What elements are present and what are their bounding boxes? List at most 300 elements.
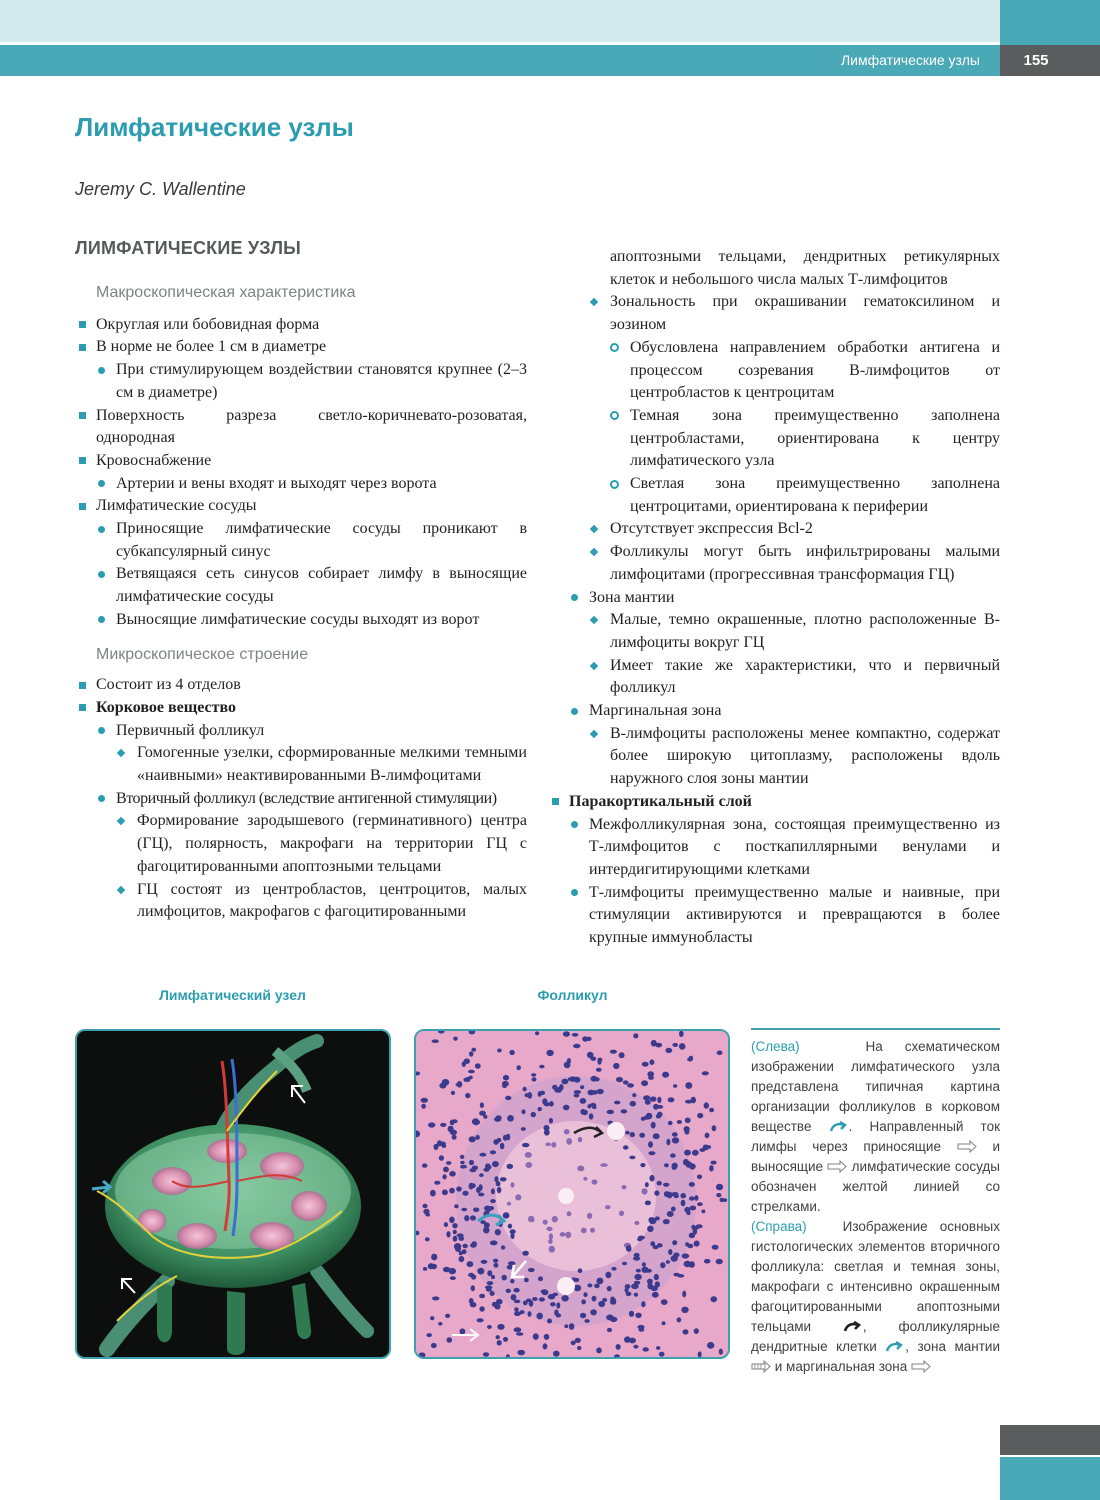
cell-nucleus	[506, 1289, 511, 1293]
cell-nucleus	[549, 1246, 555, 1253]
diamond-bullet-icon	[589, 291, 599, 313]
caption-tag-left: (Слева)	[751, 1039, 800, 1054]
cell-nucleus	[577, 1346, 581, 1350]
cell-nucleus	[449, 1171, 456, 1177]
cell-nucleus	[539, 1065, 544, 1069]
cell-nucleus	[453, 1236, 458, 1242]
cell-nucleus	[469, 1298, 474, 1304]
list-item: При стимулирующем воздействии становятся крупнее (2–3 см в диаметре)	[75, 359, 527, 404]
cell-nucleus	[449, 1217, 455, 1224]
cell-nucleus	[578, 1268, 583, 1273]
cell-nucleus	[536, 1313, 543, 1320]
cell-nucleus	[428, 1263, 434, 1269]
cell-nucleus	[666, 1139, 670, 1146]
cell-nucleus	[430, 1190, 436, 1197]
cell-nucleus	[719, 1349, 723, 1355]
cell-nucleus	[638, 1236, 645, 1240]
cell-nucleus	[689, 1196, 695, 1200]
cell-nucleus	[692, 1226, 699, 1230]
cell-nucleus	[460, 1165, 467, 1169]
diamond-bullet-icon	[589, 723, 599, 745]
cell-nucleus	[591, 1076, 598, 1082]
cell-nucleus	[479, 1111, 486, 1116]
cell-nucleus	[493, 1263, 498, 1268]
cell-nucleus	[638, 1325, 645, 1329]
cell-nucleus	[437, 1140, 442, 1146]
lymph-node-drawing	[77, 1031, 389, 1357]
cell-nucleus	[574, 1090, 581, 1094]
cell-nucleus	[479, 1294, 485, 1299]
cell-nucleus	[566, 1138, 572, 1145]
cell-nucleus	[442, 1174, 446, 1179]
cell-nucleus	[549, 1118, 553, 1124]
cell-nucleus	[462, 1191, 468, 1196]
cell-nucleus	[583, 1292, 587, 1297]
cell-nucleus	[716, 1184, 723, 1191]
cell-nucleus	[459, 1256, 465, 1262]
cell-nucleus	[655, 1216, 660, 1220]
cell-nucleus	[623, 1080, 629, 1084]
diamond-bullet-icon	[589, 655, 599, 677]
cell-nucleus	[610, 1050, 617, 1054]
cell-nucleus	[464, 1058, 470, 1064]
cell-nucleus	[577, 1166, 584, 1172]
cell-nucleus	[578, 1137, 583, 1142]
author: Jeremy C. Wallentine	[75, 179, 246, 199]
cell-nucleus	[707, 1342, 714, 1349]
cell-nucleus	[641, 1080, 648, 1086]
cell-nucleus	[705, 1133, 710, 1139]
cell-nucleus	[634, 1293, 638, 1297]
cell-nucleus	[510, 1279, 514, 1283]
cell-nucleus	[634, 1253, 640, 1258]
list-item: Вторичный фолликул (вследствие антигенной стимуляции)	[75, 788, 527, 811]
cell-nucleus	[597, 1058, 602, 1063]
lymph-node-illustration	[75, 1029, 391, 1359]
cell-nucleus	[591, 1179, 597, 1184]
cell-nucleus	[487, 1270, 492, 1276]
cell-nucleus	[543, 1220, 548, 1225]
cell-nucleus	[581, 1228, 587, 1234]
cell-nucleus	[716, 1259, 723, 1265]
cell-nucleus	[616, 1077, 623, 1082]
cell-nucleus	[490, 1240, 498, 1245]
cell-nucleus	[503, 1135, 508, 1141]
cell-nucleus	[495, 1115, 501, 1121]
cell-nucleus	[496, 1181, 501, 1186]
list-item: Первичный фолликул	[75, 720, 527, 743]
cell-nucleus	[439, 1155, 444, 1161]
cell-nucleus	[583, 1177, 587, 1181]
cell-nucleus	[541, 1289, 548, 1293]
list-item: Светлая зона преимущественно заполнена центроцитами, ориентирована к периферии	[548, 473, 1000, 518]
cell-nucleus	[538, 1276, 543, 1281]
cell-nucleus	[685, 1082, 692, 1089]
cell-nucleus	[517, 1350, 525, 1356]
open-arrow-icon	[911, 1360, 931, 1373]
cell-nucleus	[450, 1120, 455, 1126]
cell-nucleus	[671, 1255, 678, 1261]
cell-nucleus	[475, 1135, 479, 1140]
header-corner-block	[1000, 0, 1100, 45]
cell-nucleus	[575, 1338, 581, 1343]
cell-nucleus	[469, 1136, 476, 1142]
cell-nucleus	[445, 1314, 450, 1318]
cell-nucleus	[544, 1334, 550, 1340]
cell-nucleus	[490, 1150, 496, 1154]
cell-nucleus	[569, 1323, 575, 1330]
cell-nucleus	[651, 1040, 657, 1047]
cell-nucleus	[487, 1325, 492, 1329]
cell-nucleus	[491, 1188, 495, 1194]
cell-nucleus	[645, 1269, 652, 1273]
cell-nucleus	[487, 1281, 494, 1285]
cell-nucleus	[432, 1039, 439, 1043]
cell-nucleus	[622, 1262, 627, 1266]
cell-nucleus	[521, 1109, 525, 1114]
cell-nucleus	[613, 1063, 619, 1069]
cell-nucleus	[663, 1183, 669, 1187]
list-item: ГЦ состоят из центробластов, центроцитов, малых лимфоцитов, макрофагов с фагоцитированными	[75, 879, 527, 924]
diamond-bullet-icon	[116, 742, 126, 764]
cell-nucleus	[702, 1071, 709, 1075]
cell-nucleus	[463, 1078, 468, 1082]
square-bullet-icon	[550, 791, 560, 813]
cell-nucleus	[607, 1328, 612, 1332]
cell-nucleus	[672, 1165, 677, 1170]
cell-nucleus	[639, 1133, 645, 1138]
cell-nucleus	[561, 1295, 568, 1301]
cell-nucleus	[709, 1108, 714, 1113]
cell-nucleus	[449, 1188, 455, 1194]
cell-nucleus	[625, 1284, 631, 1289]
cell-nucleus	[629, 1156, 635, 1160]
cell-nucleus	[633, 1033, 638, 1038]
cell-nucleus	[574, 1077, 581, 1083]
cell-nucleus	[723, 1198, 728, 1202]
cell-nucleus	[460, 1328, 466, 1334]
cell-nucleus	[673, 1084, 677, 1088]
cell-nucleus	[440, 1123, 446, 1127]
cell-nucleus	[478, 1193, 484, 1197]
cell-nucleus	[564, 1129, 570, 1134]
list-item: Гомогенные узелки, сформированные мелкими темными «наивными» неактивированными В-лимфоцитами	[75, 742, 527, 787]
right-column	[548, 246, 1000, 950]
cell-nucleus	[624, 1336, 631, 1342]
cell-nucleus	[647, 1279, 653, 1285]
ring-bullet-icon	[609, 337, 619, 359]
ring-bullet-icon	[609, 405, 619, 427]
cell-nucleus	[421, 1098, 428, 1103]
cell-nucleus	[651, 1122, 656, 1129]
list-item: Паракортикальный слой	[548, 791, 1000, 814]
cell-nucleus	[592, 1296, 597, 1302]
square-bullet-icon	[77, 674, 87, 696]
cell-nucleus	[521, 1127, 526, 1131]
cell-nucleus	[645, 1182, 649, 1187]
ring-bullet-icon	[609, 473, 619, 495]
cell-nucleus	[625, 1131, 630, 1135]
cell-nucleus	[656, 1346, 660, 1350]
cell-nucleus	[662, 1321, 666, 1325]
curved-black-arrow-icon	[843, 1320, 863, 1333]
cell-nucleus	[588, 1090, 595, 1096]
cell-nucleus	[471, 1241, 477, 1246]
cell-nucleus	[465, 1093, 470, 1098]
cell-nucleus	[516, 1332, 523, 1336]
cell-nucleus	[421, 1104, 426, 1109]
cell-nucleus	[622, 1185, 627, 1189]
cell-nucleus	[567, 1211, 572, 1216]
cell-nucleus	[614, 1101, 620, 1105]
list-item: В норме не более 1 см в диаметре	[75, 336, 527, 359]
cell-nucleus	[514, 1327, 522, 1332]
header-top-band	[0, 0, 1000, 42]
cell-nucleus	[454, 1204, 459, 1208]
cell-nucleus	[643, 1095, 650, 1100]
cell-nucleus	[550, 1302, 556, 1306]
diamond-bullet-icon	[589, 518, 599, 540]
cell-nucleus	[561, 1079, 568, 1085]
continued-text: апоптозными тельцами, дендритных ретикулярных клеток и небольшого числа малых Т-лимфоцитов	[610, 248, 1000, 288]
cell-nucleus	[574, 1094, 580, 1098]
list-item: Малые, темно окрашенные, плотно расположенные В-лимфоциты вокруг ГЦ	[548, 609, 1000, 654]
cell-nucleus	[650, 1096, 657, 1101]
cell-nucleus	[563, 1105, 570, 1111]
cell-nucleus	[694, 1328, 699, 1334]
cell-nucleus	[687, 1244, 693, 1249]
diamond-bullet-icon	[589, 609, 599, 631]
cell-nucleus	[677, 1120, 682, 1124]
cell-nucleus	[672, 1240, 677, 1245]
cell-nucleus	[621, 1109, 628, 1113]
cell-nucleus	[428, 1122, 435, 1127]
list-item: Лимфатические сосуды	[75, 495, 527, 518]
cell-nucleus	[511, 1182, 515, 1188]
cell-nucleus	[535, 1031, 539, 1035]
cell-nucleus	[607, 1286, 612, 1291]
hatched-arrow-icon	[751, 1360, 771, 1373]
cell-nucleus	[711, 1296, 718, 1302]
cell-nucleus	[664, 1163, 669, 1167]
cell-nucleus	[610, 1297, 615, 1302]
cell-nucleus	[641, 1301, 645, 1307]
figure-caption: (Слева) На схематическом изображении лимфатического узла представлена типичная картина организации фолликулов в корковом веществе . Направленный ток лимфы через приносящие и выносящие лимфатические сосуды обозначен желтой линией со стрелками. (Справа) Изображение основных гистологических элементов вторичного фолликула: светлая и темная зоны, макрофаги с интенсивно окрашенным фагоцитированными апоптозными тельцами , фолликулярные дендритные клетки , зона мантии и маргинальная зона	[751, 1028, 1000, 1377]
cell-nucleus	[540, 1091, 546, 1095]
cell-nucleus	[525, 1152, 532, 1158]
cell-nucleus	[552, 1216, 558, 1222]
cell-nucleus	[642, 1262, 646, 1266]
cell-nucleus	[528, 1092, 533, 1099]
list-item: Формирование зародышевого (герминативного) центра (ГЦ), полярность, макрофаги на территории ГЦ с фагоцитированными апоптозными тельцами	[75, 810, 527, 878]
cell-nucleus	[500, 1177, 507, 1181]
cell-nucleus	[533, 1333, 539, 1340]
dot-bullet-icon	[96, 359, 106, 381]
cell-nucleus	[469, 1160, 474, 1165]
cell-nucleus	[711, 1161, 717, 1165]
cell-nucleus	[447, 1337, 453, 1343]
cell-nucleus	[623, 1145, 629, 1149]
cell-nucleus	[497, 1324, 504, 1330]
cell-nucleus	[648, 1217, 654, 1223]
cell-nucleus	[643, 1347, 649, 1351]
cell-nucleus	[471, 1285, 475, 1291]
list-item: Приносящие лимфатические сосуды проникают в субкапсулярный синус	[75, 518, 527, 563]
cell-nucleus	[507, 1164, 514, 1169]
cell-nucleus	[681, 1307, 688, 1313]
cell-nucleus	[657, 1181, 662, 1186]
cell-nucleus	[616, 1344, 621, 1350]
cell-nucleus	[546, 1227, 552, 1232]
cell-nucleus	[697, 1113, 703, 1118]
figure-label-follicle: Фолликул	[537, 987, 608, 1003]
cell-nucleus	[590, 1228, 595, 1233]
cell-nucleus	[554, 1309, 558, 1315]
cell-nucleus	[582, 1036, 588, 1041]
cell-nucleus	[446, 1161, 451, 1165]
cell-nucleus	[656, 1114, 661, 1118]
cell-nucleus	[709, 1165, 714, 1171]
cell-nucleus	[524, 1278, 529, 1283]
cell-nucleus	[663, 1219, 670, 1224]
cell-nucleus	[667, 1211, 674, 1217]
cell-nucleus	[523, 1087, 527, 1092]
cell-nucleus	[627, 1083, 634, 1087]
cell-nucleus	[508, 1224, 512, 1229]
cell-nucleus	[657, 1097, 661, 1103]
cell-nucleus	[580, 1109, 585, 1115]
cell-nucleus	[510, 1233, 514, 1239]
curved-arrow-icon	[885, 1340, 905, 1353]
cell-nucleus	[683, 1159, 689, 1165]
cell-nucleus	[439, 1083, 446, 1089]
cell-nucleus	[671, 1207, 676, 1212]
cell-nucleus	[479, 1306, 484, 1311]
cell-nucleus	[442, 1189, 448, 1195]
cell-nucleus	[548, 1239, 553, 1244]
micro-heading: Микроскопическое строение	[96, 645, 309, 663]
dot-bullet-icon	[96, 473, 106, 495]
cell-nucleus	[549, 1233, 553, 1240]
cell-nucleus	[497, 1340, 502, 1345]
cell-nucleus	[543, 1343, 548, 1349]
cell-nucleus	[486, 1288, 492, 1292]
cell-nucleus	[684, 1129, 689, 1135]
cell-nucleus	[560, 1232, 566, 1237]
list-item: Межфолликулярная зона, состоящая преимущественно из Т-лимфоцитов с посткапиллярными венулами и интердигитирующими клетками	[548, 814, 1000, 882]
list-item: Т-лимфоциты преимущественно малые и наивные, при стимуляции активируются и превращаются в более крупные иммунобласты	[548, 882, 1000, 950]
cell-nucleus	[493, 1139, 499, 1145]
cell-nucleus	[572, 1033, 579, 1037]
cell-nucleus	[461, 1208, 467, 1212]
cell-nucleus	[649, 1175, 654, 1182]
list-item: Выносящие лимфатические сосуды выходят из ворот	[75, 609, 527, 632]
list-item: Состоит из 4 отделов	[75, 674, 527, 697]
cell-nucleus	[470, 1215, 476, 1220]
cell-nucleus	[422, 1163, 427, 1167]
dot-bullet-icon	[96, 563, 106, 585]
cell-nucleus	[522, 1143, 529, 1147]
dot-bullet-icon	[96, 720, 106, 742]
cell-nucleus	[505, 1096, 511, 1100]
cell-nucleus	[444, 1222, 448, 1227]
cell-nucleus	[451, 1091, 455, 1095]
cell-nucleus	[682, 1253, 690, 1258]
cell-nucleus	[589, 1113, 594, 1119]
cell-nucleus	[564, 1324, 568, 1328]
list-item: Темная зона преимущественно заполнена центробластами, ориентирована к центру лимфатического узла	[548, 405, 1000, 473]
cell-nucleus	[648, 1141, 653, 1147]
square-bullet-icon	[77, 450, 87, 472]
follicle-histology-image	[414, 1029, 730, 1359]
cell-nucleus	[680, 1193, 686, 1198]
dot-bullet-icon	[569, 587, 579, 609]
diamond-bullet-icon	[116, 810, 126, 832]
cell-nucleus	[431, 1254, 437, 1261]
cell-nucleus	[513, 1288, 519, 1293]
dot-bullet-icon	[569, 814, 579, 836]
cell-nucleus	[553, 1351, 560, 1357]
cell-nucleus	[464, 1215, 469, 1221]
cell-nucleus	[634, 1221, 639, 1225]
cell-nucleus	[453, 1230, 457, 1235]
cell-nucleus	[530, 1218, 534, 1222]
caption-tag-right: (Справа)	[751, 1219, 807, 1234]
cell-nucleus	[630, 1132, 635, 1137]
curved-arrow-icon	[829, 1120, 849, 1133]
list-item: Корковое вещество	[75, 697, 527, 720]
cell-nucleus	[682, 1291, 686, 1298]
cell-nucleus	[508, 1261, 516, 1265]
cell-nucleus	[425, 1237, 430, 1241]
cell-nucleus	[491, 1275, 495, 1279]
cell-nucleus	[636, 1269, 641, 1273]
cell-nucleus	[626, 1245, 632, 1252]
cell-nucleus	[590, 1309, 597, 1315]
cell-nucleus	[502, 1275, 507, 1281]
cell-nucleus	[546, 1050, 553, 1056]
cell-nucleus	[684, 1150, 691, 1156]
cell-nucleus	[602, 1298, 607, 1302]
square-bullet-icon	[77, 314, 87, 336]
cell-nucleus	[495, 1229, 501, 1235]
cell-nucleus	[567, 1058, 571, 1064]
cell-nucleus	[647, 1071, 654, 1077]
list-item: Зональность при окрашивании гематоксилином и эозином	[548, 291, 1000, 336]
cell-nucleus	[597, 1089, 604, 1094]
cell-nucleus	[619, 1052, 625, 1058]
cell-nucleus	[556, 1302, 560, 1308]
cell-nucleus	[580, 1098, 587, 1104]
dot-bullet-icon	[569, 882, 579, 904]
cell-nucleus	[500, 1143, 505, 1150]
cell-nucleus	[532, 1077, 537, 1081]
cell-nucleus	[492, 1302, 498, 1307]
cell-nucleus	[634, 1274, 641, 1280]
cell-nucleus	[544, 1129, 550, 1135]
cell-nucleus	[645, 1201, 651, 1206]
cell-nucleus	[477, 1268, 484, 1275]
cell-nucleus	[605, 1205, 611, 1209]
cell-nucleus	[712, 1125, 717, 1131]
list-item: В-лимфоциты расположены менее компактно, содержат более широкую цитоплазму, расположены вдоль наружного слоя зоны мантии	[548, 723, 1000, 791]
square-bullet-icon	[77, 495, 87, 517]
cell-nucleus	[450, 1276, 456, 1280]
cell-nucleus	[699, 1148, 705, 1152]
cell-nucleus	[596, 1347, 602, 1353]
list-item: Кровоснабжение	[75, 450, 527, 473]
cell-nucleus	[661, 1299, 668, 1305]
